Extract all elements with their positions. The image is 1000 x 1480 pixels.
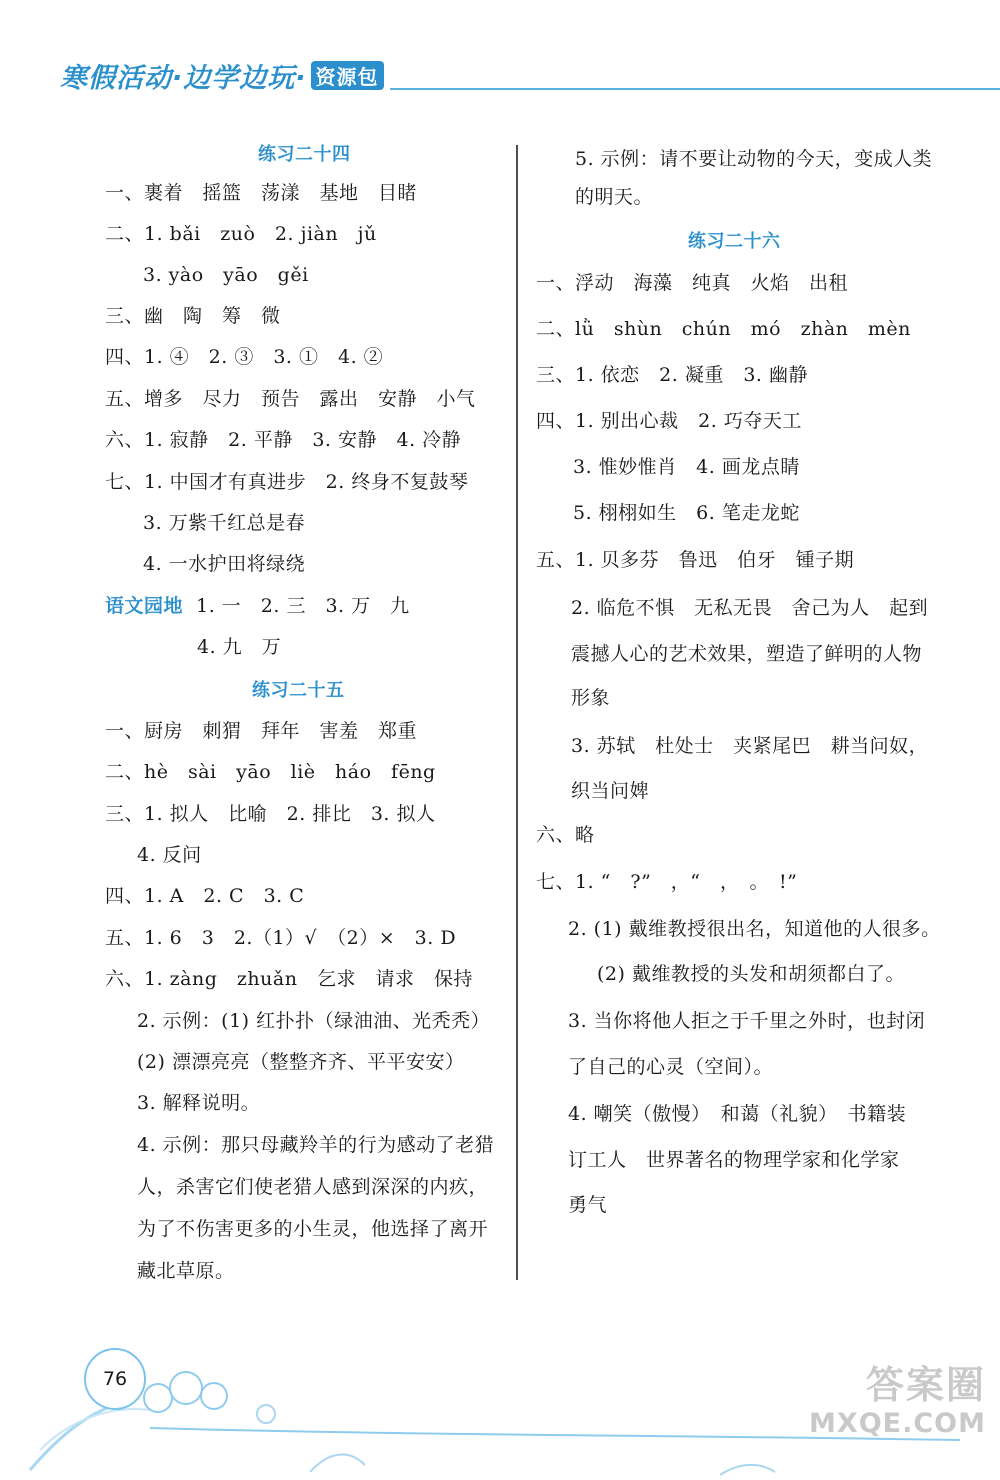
page-number: 76 [84, 1348, 146, 1410]
yuwen-yuandi-line [105, 591, 410, 618]
answer-line: 2. 示例：(1) 红扑扑（绿油油、光秃秃） [137, 1010, 491, 1032]
answer-line: 了自己的心灵（空间）。 [568, 1056, 774, 1078]
answer-line: 形象 [571, 687, 611, 709]
watermark-logo: 答案圈 [865, 1363, 986, 1407]
answer-line: 四、1. 别出心裁 2. 巧夺天工 [536, 410, 802, 432]
answer-line: 2. 临危不惧 无私无畏 舍己为人 起到 [571, 597, 929, 619]
exercise-24-title: 练习二十四 [258, 144, 351, 165]
page-header [30, 50, 990, 110]
answer-line: 订工人 世界著名的物理学家和化学家 [568, 1149, 900, 1171]
answer-line: 六、1. 寂静 2. 平静 3. 安静 4. 冷静 [105, 429, 462, 451]
answer-line: 六、略 [536, 824, 595, 846]
exercise-26-title: 练习二十六 [688, 231, 781, 252]
answer-line: 二、1. bǎi zuò 2. jiàn jǔ [105, 223, 377, 245]
answer-line: 4. 示例：那只母藏羚羊的行为感动了老猎 [137, 1134, 495, 1156]
answer-line: 一、浮动 海藻 纯真 火焰 出租 [536, 272, 849, 294]
answer-line: 4. 反问 [137, 844, 202, 866]
page-footer [0, 1340, 1000, 1480]
answer-line: 二、lǜ shùn chún mó zhàn mèn [536, 318, 911, 340]
answer-line: 三、1. 依恋 2. 凝重 3. 幽静 [536, 364, 809, 386]
answer-line: 3. 当你将他人拒之于千里之外时，也封闭 [568, 1010, 926, 1032]
answer-line: 四、1. ④ 2. ③ 3. ① 4. ② [105, 346, 384, 368]
watermark-url: MXQE.COM [809, 1408, 986, 1439]
answer-line: 3. 解释说明。 [137, 1092, 261, 1114]
answer-line: 三、1. 拟人 比喻 2. 排比 3. 拟人 [105, 803, 436, 825]
header-title-text: 寒假活动·边学边玩· [60, 63, 307, 94]
yuwen-yuandi-tag: 语文园地 [105, 595, 184, 617]
answer-line: 的明天。 [575, 186, 654, 208]
answer-line: 3. 惟妙惟肖 4. 画龙点睛 [573, 456, 800, 478]
answer-line: 七、1. “ ?” ，“ ， 。 !” [536, 871, 798, 893]
answer-line: 勇气 [568, 1194, 608, 1216]
answer-line: 七、1. 中国才有真进步 2. 终身不复鼓琴 [105, 471, 469, 493]
answer-line: 三、幽 陶 筹 微 [105, 305, 281, 327]
header-title [60, 56, 384, 95]
answer-line: 二、hè sài yāo liè háo fēng [105, 761, 436, 783]
answer-line: 3. 苏轼 杜处士 夹紧尾巴 耕当问奴， [571, 735, 929, 757]
answer-line: 人，杀害它们使老猎人感到深深的内疚， [137, 1176, 489, 1198]
answer-line: (2) 戴维教授的头发和胡须都白了。 [597, 963, 905, 985]
column-divider [516, 145, 518, 1280]
answer-line: 六、1. zàng zhuǎn 乞求 请求 保持 [105, 968, 473, 990]
answer-line: 2. (1) 戴维教授很出名，知道他的人很多。 [568, 918, 941, 940]
answer-line: 织当问婢 [571, 780, 650, 802]
exercise-25-title: 练习二十五 [252, 680, 345, 701]
answer-line: 一、厨房 刺猬 拜年 害羞 郑重 [105, 720, 418, 742]
answer-line: 4. 嘲笑（傲慢） 和蔼（礼貌） 书籍装 [568, 1103, 907, 1125]
answer-line: 4. 九 万 [197, 636, 282, 658]
header-badge: 资源包 [311, 61, 384, 90]
answer-line: 藏北草原。 [137, 1260, 235, 1282]
answer-line: 五、1. 6 3 2.（1）√ （2）× 3. D [105, 927, 457, 949]
answer-line: 3. yào yāo gěi [143, 264, 309, 286]
answer-line: 五、增多 尽力 预告 露出 安静 小气 [105, 388, 476, 410]
answer-line: 五、1. 贝多芬 鲁迅 伯牙 锺子期 [536, 549, 855, 571]
answer-line: 为了不伤害更多的小生灵，他选择了离开 [137, 1218, 489, 1240]
answer-line: (2) 漂漂亮亮（整整齐齐、平平安安） [137, 1051, 465, 1073]
answer-line: 5. 示例：请不要让动物的今天，变成人类 [575, 148, 933, 170]
answer-line: 4. 一水护田将绿绕 [143, 553, 306, 575]
yuwen-yuandi-answers: 1. 一 2. 三 3. 万 九 [196, 595, 410, 617]
answer-line: 一、裹着 摇篮 荡漾 基地 目睹 [105, 182, 418, 204]
answer-line: 四、1. A 2. C 3. C [105, 885, 305, 907]
answer-line: 震撼人心的艺术效果，塑造了鲜明的人物 [571, 643, 923, 665]
header-rule [390, 88, 1000, 90]
answer-line: 5. 栩栩如生 6. 笔走龙蛇 [573, 502, 800, 524]
answer-line: 3. 万紫千红总是春 [143, 512, 306, 534]
